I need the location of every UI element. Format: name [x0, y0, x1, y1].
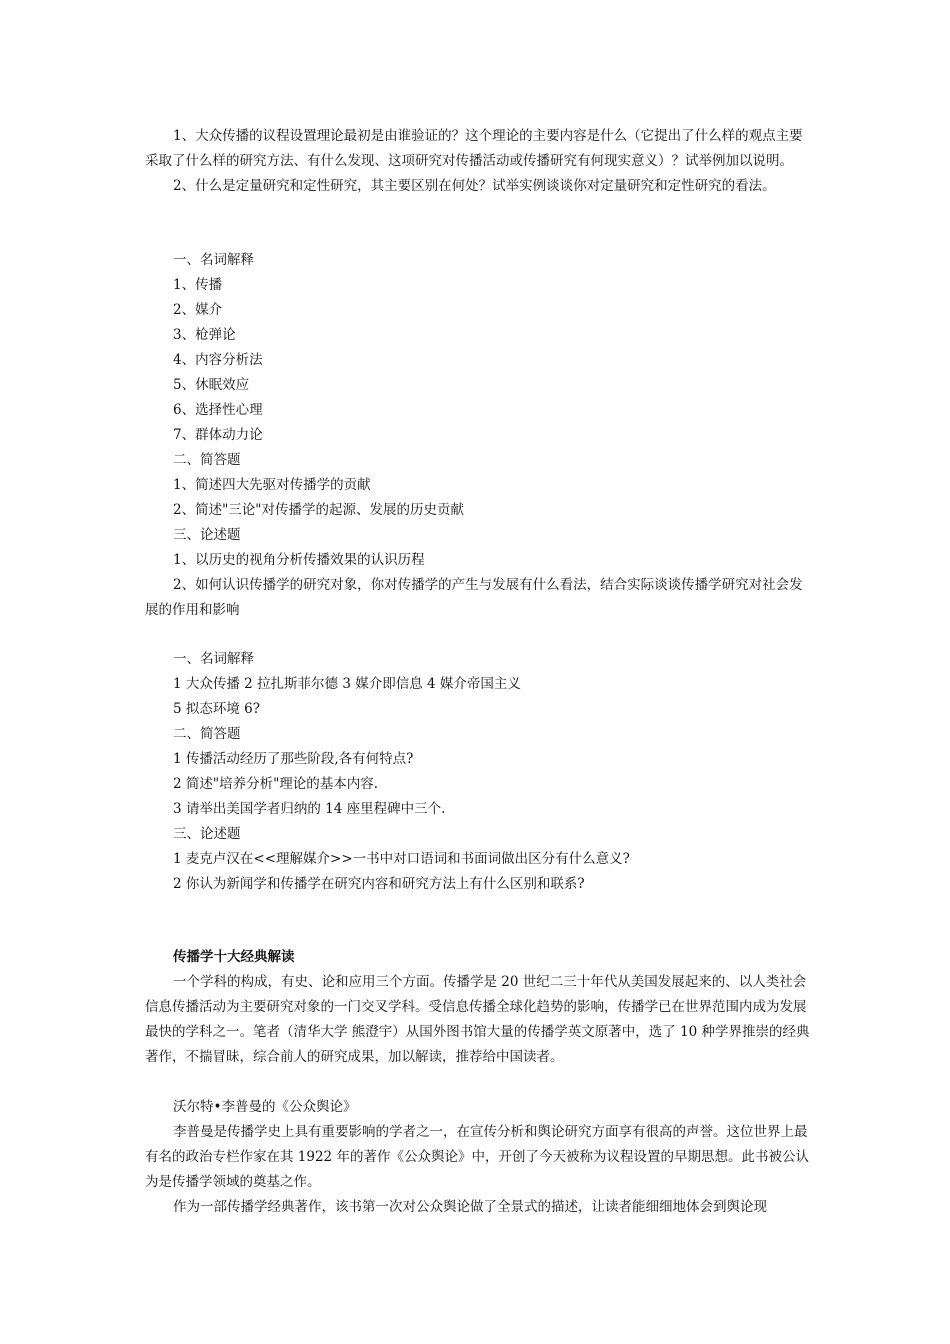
- article-paragraph: 李普曼是传播学史上具有重要影响的学者之一，在宣传分析和舆论研究方面享有很高的声誉。这位世界上最有名的政治专栏作家在其 1922 年的著作《公众舆论》中，开创了今天被称为议程设置的早期思想。此书被公认为是传播学领域的奠基之作。: [145, 1124, 809, 1190]
- question-block-1: [145, 124, 810, 199]
- question-paragraph: 2、什么是定量研究和定性研究，其主要区别在何处？试举实例谈谈你对定量研究和定性研究的看法。: [173, 178, 776, 194]
- question-paragraph: 1、大众传播的议程设置理论最初是由谁验证的？这个理论的主要内容是什么（它提出了什么样的观点主要采取了什么样的研究方法、有什么发现、这项研究对传播活动或传播研究有何现实意义）？试举例加以说明。: [145, 128, 803, 169]
- exam-paragraph: 2、如何认识传播学的研究对象，你对传播学的产生与发展有什么看法，结合实际谈谈传播学研究对社会发展的作用和影响: [145, 577, 803, 618]
- exam-line: 2、媒介: [173, 302, 223, 318]
- exam-line: 5、休眠效应: [173, 377, 250, 393]
- exam-block-2: [145, 647, 810, 897]
- exam-line: 2 你认为新闻学和传播学在研究内容和研究方法上有什么区别和联系?: [173, 876, 585, 892]
- exam-line: 2 简述"培养分析"理论的基本内容.: [173, 776, 379, 792]
- exam-line: 3、枪弹论: [173, 327, 236, 343]
- spacer: [145, 1070, 810, 1095]
- article-intro: 一个学科的构成，有史、论和应用三个方面。传播学是 20 世纪二三十年代从美国发展起来的、以人类社会信息传播活动为主要研究对象的一门交叉学科。受信息传播全球化趋势的影响，传播学已在世界范围内成为发展最快的学科之一。笔者（清华大学 熊澄宇）从国外图书馆大量的传播学英文原著中，选了 10 种学界推崇的经典著作，不揣冒昧，综合前人的研究成果，加以解读，推荐给中国读者。: [145, 974, 810, 1065]
- exam-line: 1、传播: [173, 277, 223, 293]
- exam-line: 3 请举出美国学者归纳的 14 座里程碑中三个.: [173, 801, 446, 817]
- exam-line: 2、简述"三论"对传播学的起源、发展的历史贡献: [173, 502, 465, 518]
- article-heading: 传播学十大经典解读: [173, 949, 295, 965]
- exam-block-1: [145, 248, 810, 623]
- exam-line: 5 拟态环境 6?: [173, 701, 260, 717]
- exam-line: 4、内容分析法: [173, 352, 263, 368]
- exam-line: 1 大众传播 2 拉扎斯菲尔德 3 媒介即信息 4 媒介帝国主义: [173, 676, 521, 692]
- article-block: [145, 945, 810, 1220]
- exam-line: 1、以历史的视角分析传播效果的认识历程: [173, 552, 425, 568]
- article-paragraph: 作为一部传播学经典著作，该书第一次对公众舆论做了全景式的描述，让读者能细细地体会到舆论现: [173, 1199, 767, 1215]
- exam-line: 三、论述题: [173, 826, 241, 842]
- exam-line: 二、简答题: [173, 452, 241, 468]
- exam-line: 7、群体动力论: [173, 427, 263, 443]
- exam-line: 二、简答题: [173, 726, 241, 742]
- exam-line: 一、名词解释: [173, 651, 254, 667]
- article-subheading: 沃尔特•李普曼的《公众舆论》: [173, 1099, 357, 1115]
- exam-line: 一、名词解释: [173, 252, 254, 268]
- exam-line: 1、简述四大先驱对传播学的贡献: [173, 477, 371, 493]
- exam-line: 6、选择性心理: [173, 402, 263, 418]
- exam-line: 1 传播活动经历了那些阶段,各有何特点?: [173, 751, 414, 767]
- exam-line: 三、论述题: [173, 527, 241, 543]
- exam-line: 1 麦克卢汉在<<理解媒介>>一书中对口语词和书面词做出区分有什么意义?: [173, 851, 630, 867]
